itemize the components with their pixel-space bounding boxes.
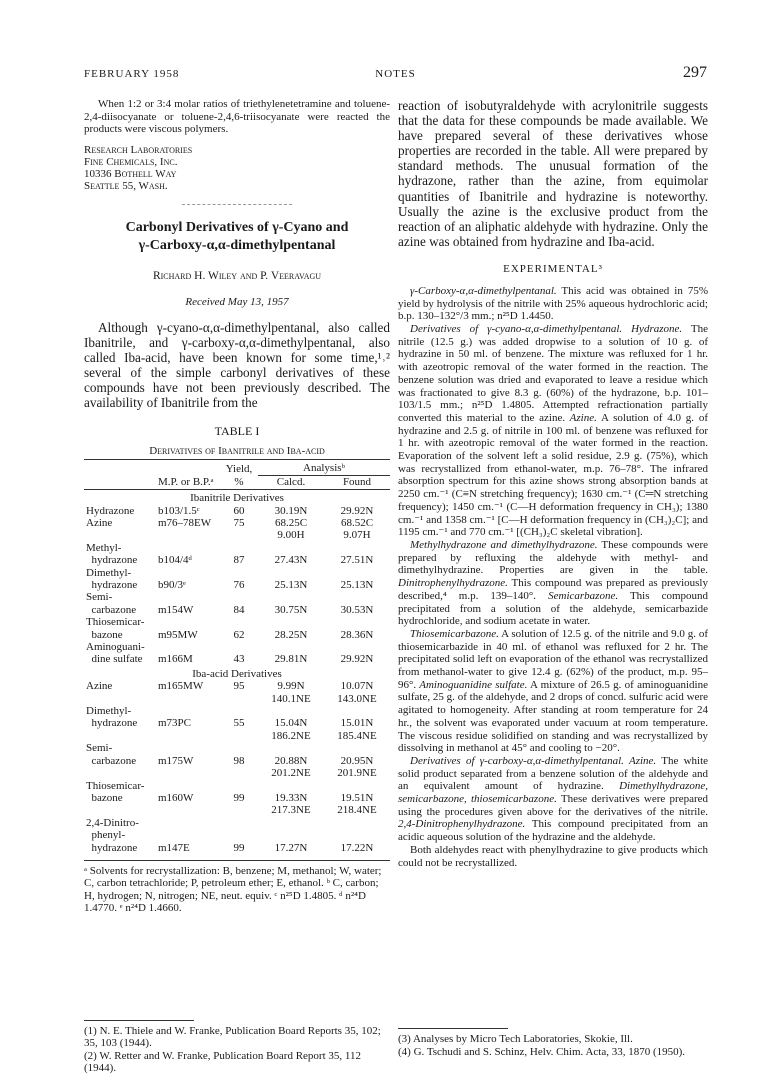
table-title: Derivatives of Ibanitrile and Iba-acid	[149, 445, 325, 458]
table-cell-calcd: 29.81N	[274, 653, 308, 666]
table-cell-mp: m175W	[158, 754, 194, 767]
table-cell-mp	[156, 529, 220, 541]
table-cell-found	[324, 542, 390, 554]
table-cell-yield	[220, 529, 258, 541]
table-cell-name: Dimethyl-	[86, 705, 132, 718]
table-cell-name: bazone	[86, 791, 123, 804]
table-row	[84, 554, 390, 566]
table-cell-name	[84, 730, 156, 742]
table-row	[84, 742, 390, 754]
experimental-paragraph: Derivatives of γ-carboxy-α,α-dimethylpentanal. Azine. The white solid product separated from a benzene solution of the aldehyde and an equivalent amount of hydrazine. Dimethylhydrazone, semicarbazone, thiosemicarbazone. These derivatives were prepared using the procedures given above for the derivatives of the nitrile. 2,4-Dinitrophenylhydrazone. This compound precipitated from an acidic aqueous solution of the hydrazine and the aldehyde.	[398, 754, 709, 844]
table-cell-name: carbazone	[86, 603, 137, 616]
table-cell-calcd	[258, 567, 324, 579]
table-cell-found: 30.53N	[340, 603, 374, 616]
previous-article-text: When 1:2 or 3:4 molar ratios of triethylenetetramine and toluene-2,4-diisocyanate or toluene-2,4,6-triisocyanate were reacted the products were viscous polymers.	[84, 98, 390, 136]
table-row	[84, 629, 390, 641]
table-cell-yield	[220, 730, 258, 742]
table-cell-calcd	[258, 829, 324, 841]
intro-paragraph: Although γ-cyano-α,α-dimethylpentanal, also called Ibanitrile, and γ-carboxy-α,α-dimethylpentanal, also called Iba-acid, have been known for some time,¹˒² several of the simple carbonyl derivatives of these compounds have not been previously described. The availability of Ibanitrile from the	[84, 319, 390, 411]
table-cell-mp: m73PC	[158, 717, 192, 730]
table-cell-yield: 60	[233, 504, 245, 517]
table-row	[84, 641, 390, 653]
table-cell-found	[324, 567, 390, 579]
table-cell-yield: 43	[233, 653, 245, 666]
table-section-heading: Iba-acid Derivatives	[192, 667, 282, 680]
table-cell-calcd: 68.25C	[274, 516, 308, 529]
table-cell-calcd	[258, 591, 324, 603]
col-head-pct: %	[220, 475, 258, 489]
table-row	[84, 829, 390, 841]
title-line: γ-Carboxy-α,α-dimethylpentanal	[138, 237, 336, 253]
table-cell-calcd: 186.2NE	[271, 729, 311, 742]
table-row	[84, 604, 390, 616]
table-cell-yield: 76	[233, 579, 245, 591]
table-cell-calcd: 27.43N	[274, 554, 308, 567]
table-cell-calcd	[258, 641, 324, 653]
table-cell-calcd: 140.1NE	[271, 692, 311, 705]
table-row	[84, 616, 390, 628]
address-block	[84, 144, 390, 192]
table-cell-found: 10.07N	[340, 680, 374, 693]
table-cell-found	[324, 780, 390, 792]
divider	[182, 204, 292, 205]
table-row	[84, 505, 390, 517]
table-row	[84, 591, 390, 603]
table-cell-mp	[156, 804, 220, 816]
table-cell-yield: 62	[233, 628, 245, 641]
address-line: 10336 Bothell Way	[84, 167, 177, 180]
table-cell-mp: m147E	[158, 841, 190, 854]
table-cell-found: 28.36N	[340, 628, 374, 641]
derivatives-table	[84, 459, 390, 854]
table-cell-calcd: 28.25N	[274, 628, 308, 641]
table-cell-found: 218.4NE	[337, 804, 377, 817]
table-cell-yield	[220, 591, 258, 603]
table-cell-found: 9.07H	[343, 529, 371, 542]
table-cell-mp	[156, 616, 220, 628]
table-cell-name: Hydrazone	[86, 504, 135, 517]
table-cell-found: 20.95N	[340, 754, 374, 767]
table-cell-yield	[220, 804, 258, 816]
table-cell-name	[84, 693, 156, 705]
table-row	[84, 542, 390, 554]
experimental-paragraph: Thiosemicarbazone. A solution of 12.5 g. of the nitrile and 9.0 g. of thiosemicarbazide in 40 ml. of ethanol was refluxed for 2 hr. The precipitated solid left on evaporation of the ethanol was recrystallized from methanol-water to give 12.4 g. (62%) of the product, m.p. 95–96°. Aminoguanidine sulfate. A mixture of 26.5 g. of aminoguanidine sulfate, 25 g. of the aldehyde, and 2 drops of concd. sulfuric acid were agitated to homogeneity. After standing at room temperature for 24 hr., the solvent was evaporated under vacuum at room temperature. The viscous residue solidified on standing and was recrystallized by dissolving in methanol at 45° and cooling to −20°.	[398, 627, 708, 755]
header-section: NOTES	[375, 68, 416, 80]
table-cell-mp: m160W	[158, 791, 194, 804]
col-head-found: Found	[324, 475, 390, 489]
table-cell-calcd	[258, 742, 324, 754]
experimental-paragraph: Derivatives of γ-cyano-α,α-dimethylpentanal. Hydrazone. The nitrile (12.5 g.) was added dropwise to a solution of 10 g. of hydrazine in 50 ml. of benzene. The mixture was refluxed for 1 hr. with azeotropic removal of the water formed in the reaction. The benzene solution was dried and evaporated to leave a residue which was fractionated to give 8.3 g. (60%) of the hydrazone, b.p. 101–103/1.5 mm.; n²⁵D 1.4805. Attempted refractionation partially converted this material to the azine. Azine. A solution of 4.0 g. of hydrazine and 2.5 g. of nitrile in 100 ml. of benzene was refluxed for 1 hr. with azeotropic removal of the water formed in the reaction. Evaporation of the solvent left a solid residue, 2.9 g. (75%), which was recrystallized from ethanol-water, m.p. 76–78°. The infrared absorption spectrum for this azine shows strong absorption bands at 2250 cm.⁻¹ (C≡N stretching frequency); 1630 cm.⁻¹ (C═N stretching frequency); 1450 cm.⁻¹ (C—H deformation frequency in CH₃); 1380 cm.⁻¹ and 1358 cm.⁻¹ [C—H deformation frequency in (CH₃)₂C]; and 1195 cm.⁻¹ and 770 cm.⁻¹ [(CH₃)₂C skeletal vibration].	[398, 323, 708, 539]
table-cell-calcd	[258, 817, 324, 829]
col-head-mp: M.P. or B.P.ᵃ	[156, 475, 220, 489]
table-row	[84, 567, 390, 579]
address-line: Seattle 55, Wash.	[84, 179, 168, 192]
table-cell-mp: b103/1.5ᶜ	[158, 504, 200, 517]
table-cell-yield: 98	[233, 754, 245, 767]
table-cell-mp	[156, 705, 220, 717]
table-cell-found: 25.13N	[340, 579, 374, 591]
table-row	[84, 529, 390, 541]
table-cell-name: 2,4-Dinitro-	[86, 816, 139, 829]
table-cell-yield: 99	[233, 791, 245, 804]
left-column	[84, 98, 390, 915]
table-cell-name: Thiosemicar-	[86, 779, 145, 792]
table-cell-mp	[156, 641, 220, 653]
article-authors: Richard H. Wiley and P. Veeravagu	[152, 269, 322, 282]
table-cell-found: 19.51N	[340, 791, 374, 804]
table-cell-name: Semi-	[86, 742, 113, 755]
table-cell-calcd: 217.3NE	[271, 804, 311, 817]
table-cell-yield	[220, 705, 258, 717]
table-row	[84, 755, 390, 767]
table-cell-mp	[156, 767, 220, 779]
table-row	[84, 680, 390, 692]
table-row	[84, 842, 390, 854]
table-cell-yield	[220, 616, 258, 628]
table-row	[84, 579, 390, 591]
table-cell-yield: 87	[233, 554, 245, 567]
table-cell-name: dine sulfate	[86, 653, 143, 666]
article-title	[84, 219, 390, 255]
table-cell-yield	[220, 829, 258, 841]
table-cell-found: 29.92N	[340, 653, 374, 666]
table-cell-yield: 55	[233, 717, 245, 730]
experimental-heading: EXPERIMENTAL³	[503, 262, 603, 275]
table-cell-found	[324, 641, 390, 653]
table-cell-name	[84, 529, 156, 541]
reference: (2) W. Retter and W. Franke, Publication Board Report 35, 112 (1944).	[84, 1049, 361, 1075]
table-cell-calcd: 201.2NE	[271, 767, 311, 780]
table-cell-name: phenyl-	[86, 829, 126, 842]
table-cell-name: hydrazone	[86, 579, 138, 591]
table-row	[84, 705, 390, 717]
table-cell-name: hydrazone	[86, 841, 138, 854]
experimental-paragraph: Methylhydrazone and dimethylhydrazone. These compounds were prepared by refluxing the aldehyde with methyl- and dimethylhydrazine. Properties are given in the table. Dinitrophenylhydrazone. This compound was prepared as previously described,⁴ m.p. 139–140°. Semicarbazone. This compound precipitated from a solution of the aldehyde, semicarbazide hydrochloride, and sodium acetate in water.	[398, 539, 709, 628]
table-cell-found: 68.52C	[340, 516, 374, 529]
table-cell-yield: 84	[233, 603, 245, 616]
table-row	[84, 693, 390, 705]
page-number: 297	[683, 64, 707, 81]
table-cell-found	[324, 591, 390, 603]
table-cell-yield: 95	[233, 680, 245, 693]
table-cell-mp: m166M	[158, 653, 193, 666]
reference: (1) N. E. Thiele and W. Franke, Publication Board Reports 35, 102; 35, 103 (1944).	[84, 1025, 381, 1050]
table-cell-mp	[156, 542, 220, 554]
table-cell-yield: 75	[233, 516, 245, 529]
reference: (4) G. Tschudi and S. Schinz, Helv. Chim. Acta, 33, 1870 (1950).	[398, 1045, 686, 1058]
table-cell-found: 15.01N	[340, 717, 374, 730]
table-row	[84, 780, 390, 792]
table-cell-name	[84, 804, 156, 816]
experimental-paragraph: Both aldehydes react with phenylhydrazine to give products which could not be recrystallized.	[398, 843, 708, 869]
table-cell-name: hydrazone	[86, 717, 138, 730]
table-cell-calcd	[258, 616, 324, 628]
table-cell-calcd: 17.27N	[274, 841, 308, 854]
table-cell-mp	[156, 591, 220, 603]
table-cell-yield: 99	[233, 841, 245, 854]
table-cell-name: carbazone	[86, 754, 137, 767]
table-cell-found: 29.92N	[340, 504, 374, 517]
table-footnote: ᵃ Solvents for recrystallization: B, benzene; M, methanol; W, water; C, carbon tetrachloride; P, petroleum ether; E, ethanol. ᵇ C, carbon; H, hydrogen; N, nitrogen; NE, neut. equiv. ᶜ n²⁵D 1.4805. ᵈ n²⁴D 1.4770. ᵉ n²⁴D 1.4660.	[84, 860, 390, 915]
reference: (3) Analyses by Micro Tech Laboratories, Skokie, Ill.	[398, 1033, 633, 1045]
experimental-paragraph: γ-Carboxy-α,α-dimethylpentanal. This acid was obtained in 75% yield by hydrolysis of the nitrile with 25% aqueous hydrochloric acid; b.p. 130–132°/3 mm.; n²⁵D 1.4450.	[398, 284, 708, 323]
table-cell-found: 185.4NE	[337, 729, 377, 742]
table-cell-calcd	[258, 705, 324, 717]
table-cell-calcd: 15.04N	[274, 717, 308, 730]
table-cell-mp	[156, 742, 220, 754]
table-cell-found: 27.51N	[340, 554, 374, 567]
address-line: Fine Chemicals, Inc.	[84, 155, 178, 168]
table-cell-mp: m76–78EW	[158, 516, 212, 529]
right-column	[398, 98, 708, 869]
table-cell-mp: b90/3ᵉ	[158, 579, 186, 591]
table-cell-yield	[220, 542, 258, 554]
table-row	[84, 730, 390, 742]
table-cell-name: Azine	[86, 680, 113, 693]
table-cell-mp	[156, 780, 220, 792]
table-cell-name: Aminoguani-	[86, 641, 145, 654]
table-row	[84, 817, 390, 829]
table-cell-calcd: 9.99N	[277, 680, 305, 693]
table-cell-yield	[220, 742, 258, 754]
table-cell-name	[84, 767, 156, 779]
table-cell-calcd	[258, 542, 324, 554]
table-row	[84, 767, 390, 779]
table-cell-mp	[156, 693, 220, 705]
table-caption: TABLE I	[214, 424, 260, 439]
table-cell-yield	[220, 817, 258, 829]
right-references	[398, 1028, 708, 1058]
table-section-heading: Ibanitrile Derivatives	[190, 492, 284, 505]
table-cell-found	[324, 705, 390, 717]
table-cell-mp: m154W	[158, 603, 194, 616]
table-cell-mp	[156, 829, 220, 841]
table-cell-found: 17.22N	[340, 841, 374, 854]
table-row	[84, 717, 390, 729]
title-line: Carbonyl Derivatives of γ-Cyano and	[125, 219, 349, 235]
table-row	[84, 653, 390, 665]
table-cell-found	[324, 616, 390, 628]
table-cell-name: Azine	[86, 516, 113, 529]
table-cell-found	[324, 742, 390, 754]
table-cell-mp	[156, 730, 220, 742]
table-cell-yield	[220, 693, 258, 705]
table-cell-calcd: 9.00H	[277, 529, 305, 542]
table-cell-mp	[156, 567, 220, 579]
table-row	[84, 792, 390, 804]
table-cell-name: Semi-	[86, 591, 113, 604]
table-cell-name: Thiosemicar-	[86, 616, 145, 629]
col-head-analysis: Analysisᵇ	[258, 460, 390, 475]
header-date: FEBRUARY 1958	[84, 68, 180, 80]
table-cell-mp: m95MW	[158, 628, 198, 641]
table-cell-mp: m165MW	[158, 680, 204, 693]
table-cell-calcd: 20.88N	[274, 754, 308, 767]
table-cell-name: bazone	[86, 628, 123, 641]
table-cell-name: hydrazone	[86, 554, 138, 567]
table-cell-calcd: 25.13N	[274, 579, 308, 591]
running-header	[84, 64, 707, 86]
table-cell-yield	[220, 641, 258, 653]
table-cell-found	[324, 829, 390, 841]
col-head-yield: Yield,	[220, 460, 258, 475]
table-cell-yield	[220, 767, 258, 779]
experimental-section	[398, 285, 708, 869]
table-cell-calcd	[258, 780, 324, 792]
table-cell-found: 143.0NE	[337, 692, 377, 705]
table-cell-yield	[220, 567, 258, 579]
body-paragraph: reaction of isobutyraldehyde with acrylonitrile suggests that the data for these compounds be made available. We have prepared several of these derivatives whose properties are recorded in the table. All were prepared by standard methods. The unusual formation of the hydrazone, rather than the azine, from equimolar quantities of Ibanitrile and hydrazine is noteworthy. Usually the azine is the exclusive product from the reaction of an aliphatic aldehyde with hydrazine. Only the azine was obtained from hydrazine and Iba-acid.	[398, 98, 708, 249]
table-row	[84, 517, 390, 529]
received-date: Received May 13, 1957	[185, 295, 289, 308]
address-line: Research Laboratories	[84, 143, 193, 156]
left-references	[84, 1020, 390, 1075]
table-cell-mp: b104/4ᵈ	[158, 554, 192, 567]
table-cell-calcd: 30.75N	[274, 603, 308, 616]
table-cell-mp	[156, 817, 220, 829]
table-cell-name: Dimethyl-	[86, 566, 132, 579]
table-cell-calcd: 30.19N	[274, 504, 308, 517]
table-row	[84, 804, 390, 816]
table-cell-calcd: 19.33N	[274, 791, 308, 804]
table-cell-yield	[220, 780, 258, 792]
table-cell-found	[324, 817, 390, 829]
table-cell-found: 201.9NE	[337, 767, 377, 780]
table-cell-name: Methyl-	[86, 541, 122, 554]
col-head-calcd: Calcd.	[258, 475, 324, 489]
